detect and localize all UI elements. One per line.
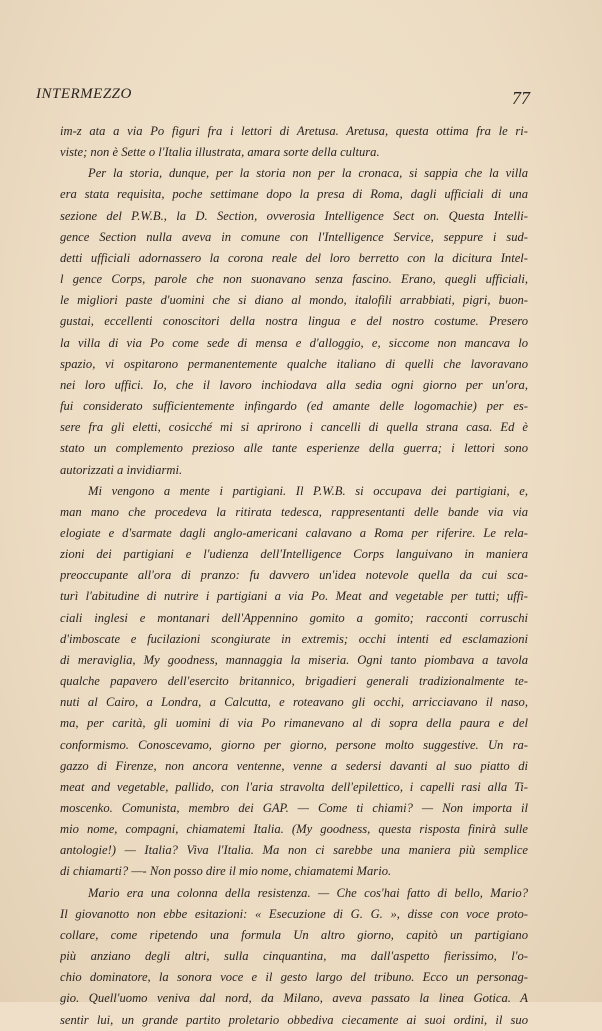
text-line: Per la storia, dunque, per la storia non per la cronaca, si sappia che la villa [88, 166, 528, 181]
text-line: autorizzati a invidiarmi. [60, 462, 183, 477]
text-line: Il giovanotto non ebbe esitazioni: « Esecuzione di G. G. », disse con voce proto- [60, 906, 528, 921]
text-line: chio dominatore, la sonora voce e il gesto largo del tribuno. Ecco un personag- [60, 970, 528, 985]
text-line: nuti al Cairo, a Londra, a Calcutta, e roteavano gli occhi, arricciavano il naso, [60, 695, 528, 710]
text-line: zioni dei partigiani e l'udienza dell'Intelligence Corps languivano in maniera [60, 547, 528, 562]
text-line: più anziano degli altri, sulla cinquantina, ma dall'aspetto fierissimo, l'o- [60, 949, 528, 964]
body-text [60, 121, 528, 1031]
text-line: Mario era una colonna della resistenza. — Che cos'hai fatto di bello, Mario? [88, 885, 528, 900]
text-line: moscenko. Comunista, membro dei GAP. — Come ti chiami? — Non importa il [60, 801, 528, 815]
text-line: l gence Corps, parole che non suonavano senza fascino. Erano, quegli ufficiali, [60, 272, 528, 287]
text-line: sentir lui, un grande partito proletario obbediva ciecamente ai suoi ordini, il suo [60, 1012, 528, 1027]
text-line: gazzo di Firenze, non ancora ventenne, venne a sedersi davanti al suo piatto di [60, 758, 528, 773]
text-line: di chiamarti? —- Non posso dire il mio nome, chiamatemi Mario. [60, 864, 392, 879]
text-line: la villa di via Po come sede di mensa e d'alloggio, e, siccome non mancava lo [60, 335, 528, 350]
text-line: meat and vegetable, pallido, con l'aria stravolta dell'epilettico, i capelli rasi alla Ti- [60, 779, 528, 794]
text-line: era stata requisita, poche settimane dopo la presa di Roma, dagli ufficiali di una [60, 187, 528, 202]
text-line: im-z ata a via Po figuri fra i lettori di Aretusa. Aretusa, questa ottima fra le ri- [60, 124, 528, 138]
text-line: gustai, eccellenti conoscitori della nostra lingua e del nostro costume. Presero [60, 314, 528, 329]
text-line: mio nome, compagni, chiamatemi Italia. (My goodness, questa risposta finirà sulle [60, 822, 528, 837]
text-line: viste; non è Sette o l'Italia illustrata, amara sorte della cultura. [60, 145, 380, 160]
text-line: qualche papavero dell'esercito britannico, brigadieri generali tradizionalmente te- [60, 674, 528, 689]
text-line: le migliori paste d'uomini che si diano al mondo, italofili arrabbiati, pigri, buon- [60, 293, 528, 308]
page-header [36, 86, 530, 110]
text-line: conformismo. Conoscevamo, giorno per giorno, persone molto suggestive. Un ra- [60, 737, 528, 752]
text-line: man mano che procedeva la ritirata tedesca, rappresentanti delle bande via via [60, 504, 528, 519]
text-line: gence Section nulla aveva in comune con l'Intelligence Service, seppure i sud- [60, 229, 528, 244]
text-line: elogiate e d'sarmate dagli anglo-americani calavano a Roma per riferire. Le rela- [60, 525, 528, 540]
text-line: spazio, vi ospitarono permanentemente qualche italiano di quelli che lavoravano [60, 356, 528, 371]
text-line: preoccupante all'ora di pranzo: fu davvero un'idea notevole quella da cui sca- [60, 568, 528, 583]
text-line: ma, per carità, gli uomini di via Po rimanevano al di sopra della paura e del [60, 716, 528, 731]
text-line: sere fra gli eletti, cosicché mi si aprirono i cancelli di quella strana casa. Ed è [60, 420, 528, 435]
text-line: di meraviglia, My goodness, mannaggia la miseria. Ogni tanto piombava a tavola [60, 652, 528, 667]
text-line: turì l'abitudine di nutrire i partigiani a via Po. Meat and vegetable per tutti; uffi- [60, 589, 528, 604]
text-line: ciali inglesi e montanari dell'Appennino gomito a gomito; racconti corruschi [60, 610, 528, 625]
running-head: INTERMEZZO [36, 86, 132, 102]
text-line: detti ufficiali adornassero la corona reale del loro berretto con la dicitura Intel- [60, 250, 528, 265]
text-line: gio. Quell'uomo veniva dal nord, da Milano, aveva passato la linea Gotica. A [60, 991, 528, 1006]
text-line: sezione del P.W.B., la D. Section, ovverosia Intelligence Sect on. Questa Intelli- [60, 208, 528, 223]
text-line: collare, come ripetendo una formula Un altro giorno, capitò un partigiano [60, 927, 528, 942]
text-line: nei loro uffici. Io, che il lavoro inchiodava alla sedia ogni giorno per un'ora, [60, 377, 528, 392]
text-line: fui considerato sufficientemente infingardo (ed amante delle logomachie) per es- [60, 399, 528, 414]
text-line: d'imboscate e fucilazioni scongiurate in extremis; occhi intenti ed esclamazioni [60, 631, 528, 646]
text-line: antologie!) — Italia? Viva l'Italia. Ma non ci sarebbe una maniera più semplice [60, 843, 528, 858]
text-line: Mi vengono a mente i partigiani. Il P.W.B. si occupava dei partigiani, e, [88, 483, 528, 498]
text-line: stato un complemento prezioso alle tante esperienze della guerra; i lettori sono [60, 441, 528, 456]
page-number: 77 [512, 88, 530, 108]
